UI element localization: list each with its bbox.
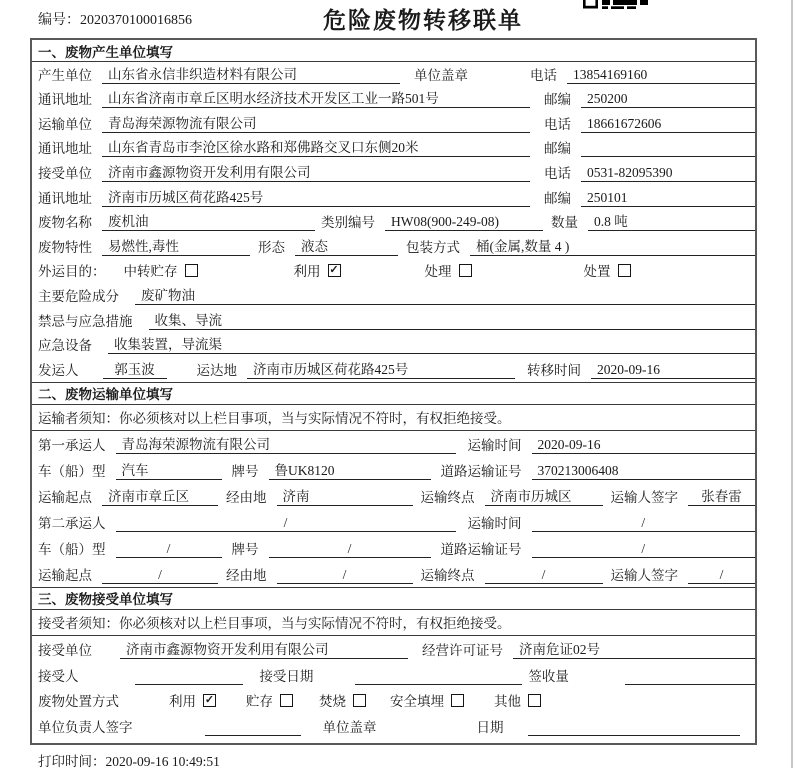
transporter-postcode-label: 邮编 <box>544 141 571 157</box>
form-row <box>32 234 755 259</box>
second-carrier-signature-label: 运输人签字 <box>610 567 678 583</box>
unit-seal-label: 单位盖章 <box>414 67 468 83</box>
form-row <box>32 535 755 561</box>
form-row <box>32 688 755 714</box>
received-amount-value <box>625 669 755 685</box>
emergency-equipment-label: 应急设备 <box>38 338 92 354</box>
print-time-value: 2020-09-16 10:49:51 <box>105 754 220 769</box>
form-row <box>32 561 755 587</box>
license-number-value: 济南危证02号 <box>513 638 755 659</box>
first-plate-label: 牌号 <box>231 463 259 479</box>
second-carrier-label: 第二承运人 <box>38 515 106 531</box>
disposal-method-label: 废物处置方式 <box>38 694 119 710</box>
second-road-permit-label: 道路运输证号 <box>440 541 522 557</box>
second-carrier-value: / <box>116 515 456 532</box>
second-origin-label: 运输起点 <box>38 567 92 583</box>
disposal-incinerate-checkbox-box <box>353 694 366 707</box>
second-vehicle-type-label: 车（船）型 <box>38 541 106 557</box>
first-carrier-label: 第一承运人 <box>38 437 106 453</box>
waste-category-value: HW08(900-249-08) <box>385 214 543 231</box>
section-3-rows <box>32 636 755 740</box>
section-3-header: 三、废物接受单位填写 <box>32 587 755 611</box>
second-plate-value: / <box>269 541 431 558</box>
qr-code-fragment <box>583 0 651 9</box>
waste-property-label: 废物特性 <box>38 239 92 255</box>
first-vehicle-type-value: 汽车 <box>116 459 222 480</box>
disposal-landfill-checkbox <box>390 690 464 710</box>
purpose-treat-checkbox-box <box>459 264 472 277</box>
first-plate-value: 鲁UK8120 <box>269 459 431 480</box>
packaging-label: 包装方式 <box>406 239 460 255</box>
purpose-transfer-storage-checkbox <box>124 260 198 280</box>
second-plate-label: 牌号 <box>231 541 259 557</box>
generator-unit-value: 山东省永信非织造材料有限公司 <box>102 63 400 84</box>
section-1-rows <box>32 62 755 382</box>
receiver-postcode-label: 邮编 <box>544 190 571 206</box>
form-row <box>32 431 755 457</box>
second-via-label: 经由地 <box>226 567 267 583</box>
unit-head-signature-label: 单位负责人签字 <box>38 720 133 736</box>
purpose-transfer-storage-checkbox-box <box>185 264 198 277</box>
accept-date-value <box>355 669 522 685</box>
generator-postcode-value: 250200 <box>581 91 755 108</box>
generator-phone-label: 电话 <box>530 67 557 83</box>
purpose-utilize-checkbox-box: ✓ <box>329 263 339 276</box>
receiver-postcode-value: 250101 <box>581 190 755 207</box>
consignor-value: 郭玉波 <box>103 358 167 379</box>
document-header <box>0 0 796 38</box>
second-terminus-value: / <box>485 567 603 584</box>
form-row <box>32 713 755 739</box>
consignor-label: 发运人 <box>38 362 79 378</box>
disposal-utilize-checkbox-label: 利用 <box>169 694 196 710</box>
form-row <box>32 457 755 483</box>
waste-name-label: 废物名称 <box>38 215 92 231</box>
disposal-landfill-checkbox-label: 安全填埋 <box>390 694 444 710</box>
receiver-phone-label: 电话 <box>544 165 571 181</box>
form-row <box>32 111 755 136</box>
generator-phone-value: 13854169160 <box>567 67 755 84</box>
generator-postcode-label: 邮编 <box>544 92 571 108</box>
disposal-landfill-checkbox-box <box>451 694 464 707</box>
main-hazard-value: 废矿物油 <box>135 284 755 305</box>
destination-value: 济南市历城区荷花路425号 <box>247 358 515 379</box>
purpose-dispose-checkbox-label: 处置 <box>583 264 611 280</box>
receiver-address-label: 通讯地址 <box>38 190 92 206</box>
form-row <box>32 62 755 87</box>
transporter-phone-label: 电话 <box>544 116 571 132</box>
section-2-rows <box>32 431 755 587</box>
form-row <box>32 210 755 235</box>
second-road-permit-value: / <box>532 541 756 558</box>
unit-head-signature-value <box>205 720 301 736</box>
date-value <box>528 720 740 736</box>
emergency-measures-label: 禁忌与应急措施 <box>38 313 133 329</box>
date-label: 日期 <box>476 720 504 736</box>
form-row <box>32 160 755 185</box>
form-row <box>32 136 755 161</box>
generator-address-value: 山东省济南市章丘区明水经济技术开发区工业一路501号 <box>102 87 530 108</box>
disposal-storage-checkbox <box>246 690 293 710</box>
disposal-utilize-checkbox-box: ✓ <box>204 693 215 706</box>
unit-seal-label-2: 单位盖章 <box>322 720 377 736</box>
first-terminus-label: 运输终点 <box>420 489 475 505</box>
purpose-dispose-checkbox-box <box>618 264 631 277</box>
transfer-date-label: 转移时间 <box>527 362 581 378</box>
receiver-unit-value: 济南市鑫源物资开发利用有限公司 <box>102 161 530 182</box>
first-via-value: 济南 <box>277 485 413 506</box>
purpose-treat-checkbox-label: 处理 <box>424 264 452 280</box>
purpose-dispose-checkbox <box>584 260 631 280</box>
second-transport-date-value: / <box>532 515 756 532</box>
form-row <box>32 333 755 358</box>
form-row <box>32 87 755 112</box>
waste-category-label: 类别编号 <box>321 215 375 231</box>
print-time <box>38 750 220 770</box>
first-transport-date-label: 运输时间 <box>467 437 522 453</box>
second-terminus-label: 运输终点 <box>420 567 475 583</box>
transporter-postcode-value <box>581 141 755 157</box>
first-road-permit-value: 370213006408 <box>532 463 756 480</box>
form-row <box>32 259 755 284</box>
packaging-value: 桶(金属,数量 4 ) <box>470 235 755 256</box>
print-time-label: 打印时间： <box>38 754 106 769</box>
first-road-permit-label: 道路运输证号 <box>440 463 522 479</box>
transfer-manifest-form <box>30 38 757 745</box>
page-title: 危险废物转移联单 <box>323 8 523 33</box>
disposal-other-checkbox-label: 其他 <box>494 694 521 710</box>
second-vehicle-type-value: / <box>116 541 222 558</box>
purpose-utilize-checkbox-label: 利用 <box>293 264 321 280</box>
waste-property-value: 易燃性,毒性 <box>102 235 250 256</box>
received-amount-label: 签收量 <box>528 668 569 684</box>
accept-person-value <box>135 669 244 685</box>
second-transport-date-label: 运输时间 <box>467 515 522 531</box>
first-carrier-signature-value: 张春雷 <box>688 485 755 506</box>
receiver-address-value: 济南市历城区荷花路425号 <box>102 186 530 207</box>
emergency-measures-value: 收集、导流 <box>149 309 756 330</box>
form-row <box>32 636 755 662</box>
disposal-storage-checkbox-label: 贮存 <box>246 694 273 710</box>
section-2-header: 二、废物运输单位填写 <box>32 382 755 406</box>
receiver-unit-label: 接受单位 <box>38 165 92 181</box>
destination-label: 运达地 <box>196 362 237 378</box>
first-terminus-value: 济南市历城区 <box>485 485 603 506</box>
disposal-storage-checkbox-box <box>280 694 293 707</box>
generator-unit-label: 产生单位 <box>38 67 92 83</box>
page-edge-line <box>791 0 793 768</box>
transfer-purpose-label: 外运目的： <box>38 264 106 280</box>
first-via-label: 经由地 <box>226 489 267 505</box>
second-carrier-signature-value: / <box>688 567 755 584</box>
form-row <box>32 357 755 382</box>
first-origin-label: 运输起点 <box>38 489 92 505</box>
transporter-unit-label: 运输单位 <box>38 116 92 132</box>
section-2-notice: 运输者须知：你必须核对以上栏目事项，当与实际情况不符时，有权拒绝接受。 <box>32 405 755 431</box>
license-number-label: 经营许可证号 <box>422 642 503 658</box>
transporter-address-label: 通讯地址 <box>38 141 92 157</box>
waste-form-label: 形态 <box>258 239 285 255</box>
generator-address-label: 通讯地址 <box>38 92 92 108</box>
section-3-notice: 接受者须知：你必须核对以上栏目事项，当与实际情况不符时，有权拒绝接受。 <box>32 610 755 636</box>
accept-date-label: 接受日期 <box>259 668 314 684</box>
accept-unit-label: 接受单位 <box>38 642 92 658</box>
form-row <box>32 509 755 535</box>
disposal-incinerate-checkbox-label: 焚烧 <box>319 694 346 710</box>
transfer-date-value: 2020-09-16 <box>591 362 755 379</box>
emergency-equipment-value: 收集装置，导流渠 <box>108 333 755 354</box>
first-transport-date-value: 2020-09-16 <box>532 437 756 454</box>
first-carrier-signature-label: 运输人签字 <box>610 489 678 505</box>
disposal-other-checkbox <box>494 690 541 710</box>
disposal-incinerate-checkbox <box>319 690 366 710</box>
main-hazard-label: 主要危险成分 <box>38 288 119 304</box>
form-row <box>32 308 755 333</box>
form-row <box>32 483 755 509</box>
purpose-treat-checkbox <box>425 260 472 280</box>
form-row <box>32 185 755 210</box>
purpose-transfer-storage-checkbox-label: 中转贮存 <box>123 264 178 280</box>
transporter-unit-value: 青岛海荣源物流有限公司 <box>102 112 530 133</box>
receiver-phone-value: 0531-82095390 <box>581 165 755 182</box>
transporter-address-value: 山东省青岛市李沧区徐水路和郑佛路交叉口东侧20米 <box>102 136 530 157</box>
first-origin-value: 济南市章丘区 <box>102 485 218 506</box>
section-1-header: 一、废物产生单位填写 <box>32 40 755 62</box>
document-number-value: 2020370100016856 <box>80 13 192 28</box>
purpose-utilize-checkbox <box>294 260 341 280</box>
disposal-other-checkbox-box <box>528 694 541 707</box>
waste-quantity-label: 数量 <box>551 215 578 231</box>
accept-unit-value: 济南市鑫源物资开发利用有限公司 <box>120 638 408 659</box>
second-via-value: / <box>277 567 413 584</box>
waste-name-value: 废机油 <box>102 210 315 231</box>
waste-form-value: 液态 <box>295 235 398 256</box>
second-origin-value: / <box>102 567 218 584</box>
form-row <box>32 662 755 688</box>
transporter-phone-value: 18661672606 <box>581 116 755 133</box>
first-vehicle-type-label: 车（船）型 <box>38 463 106 479</box>
first-carrier-value: 青岛海荣源物流有限公司 <box>116 433 456 454</box>
form-row <box>32 283 755 308</box>
document-number-label: 编号： <box>38 13 80 28</box>
disposal-utilize-checkbox <box>169 690 216 710</box>
waste-quantity-value: 0.8 吨 <box>588 210 755 231</box>
accept-person-label: 接受人 <box>38 668 79 684</box>
